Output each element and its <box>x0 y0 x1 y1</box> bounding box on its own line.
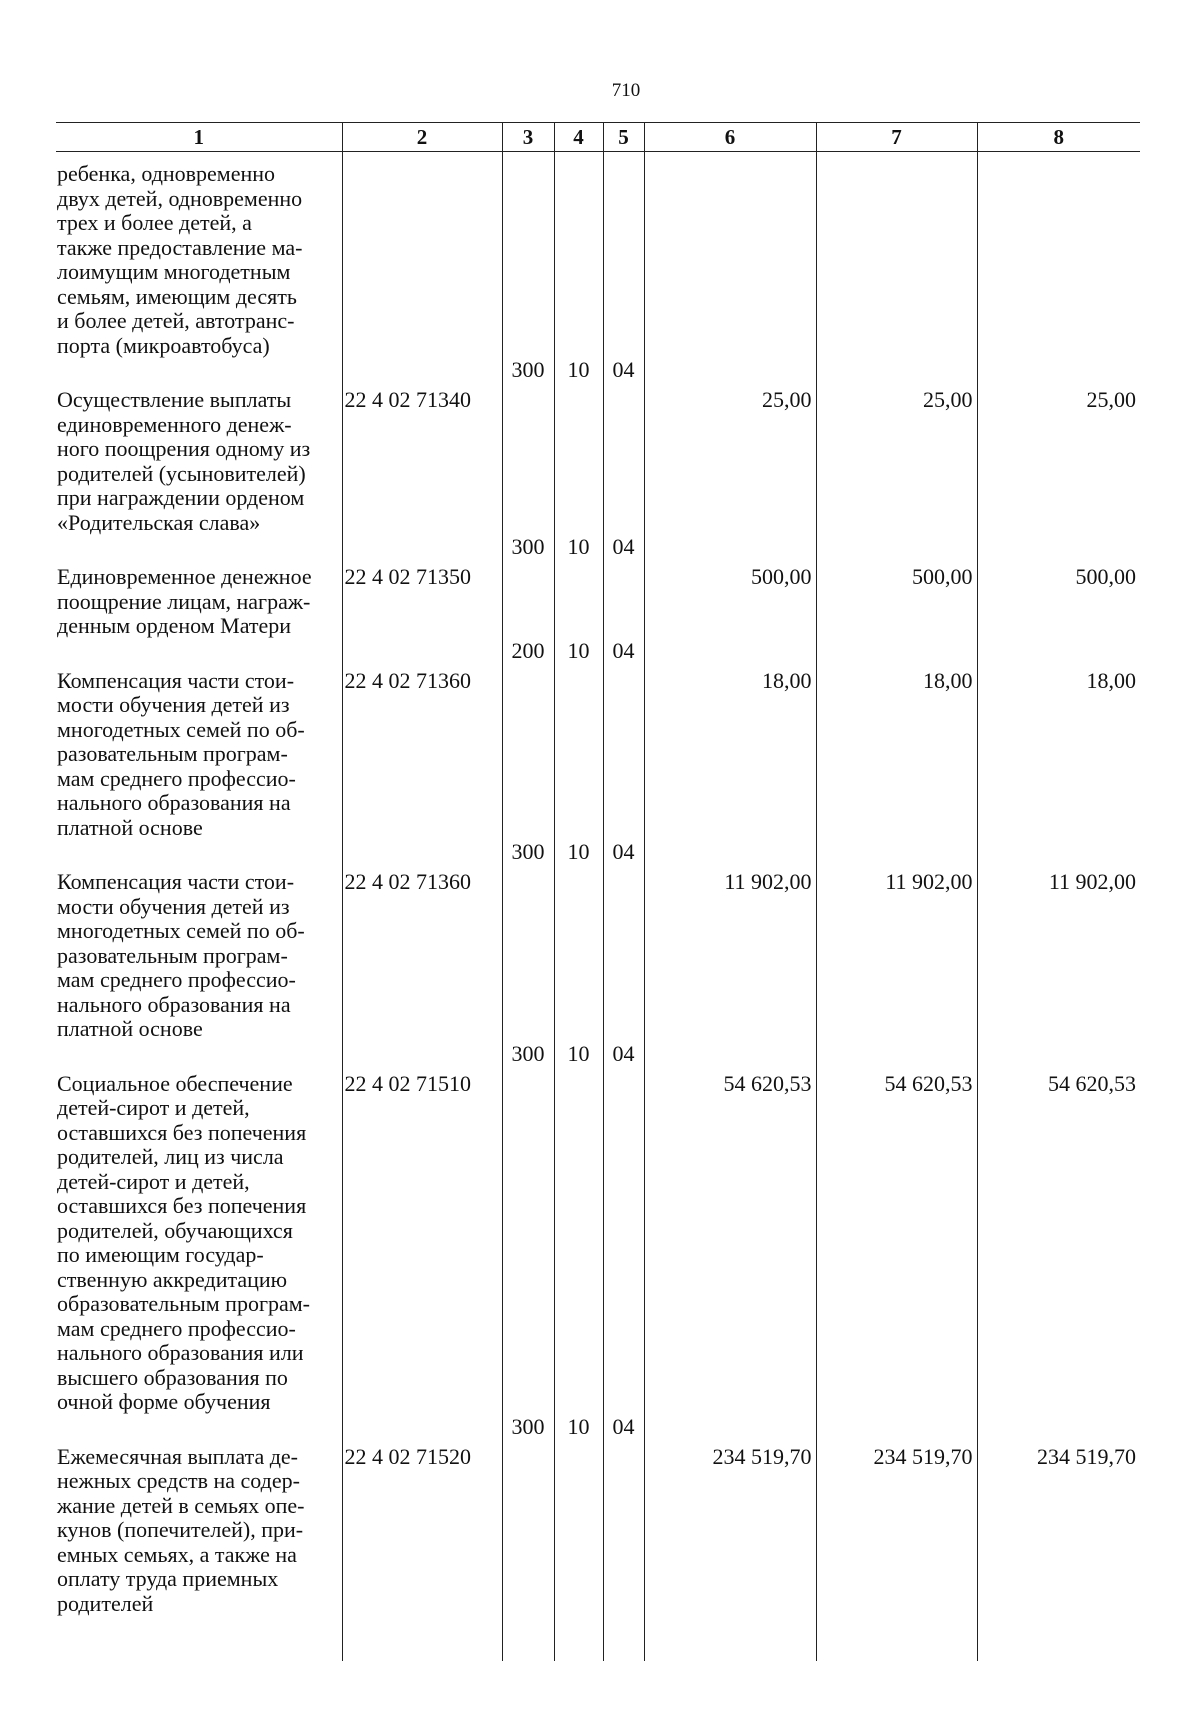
row-name-line: платной основе <box>57 814 203 840</box>
amount-col-6: 234 519,70 <box>644 1415 816 1662</box>
header-cell: 7 <box>816 123 977 152</box>
amount-col-7: 25,00 <box>816 358 977 535</box>
row-name-line: высшего образования по <box>57 1364 288 1390</box>
subsection-code: 04 <box>603 1415 644 1662</box>
row-name-line: нального образования или <box>57 1340 304 1365</box>
subsection-code <box>603 152 644 359</box>
row-name-line: Осуществление выплаты <box>57 387 292 412</box>
row-name-line: кунов (попечителей), при- <box>57 1517 304 1542</box>
section-code: 10 <box>554 535 603 639</box>
header-cell: 4 <box>554 123 603 152</box>
row-name-line: поощрение лицам, награж- <box>57 588 311 614</box>
table-row <box>56 358 1140 535</box>
section-code: 10 <box>554 639 603 841</box>
row-name-line: денным орденом Матери <box>57 613 292 638</box>
subsection-code: 04 <box>603 535 644 639</box>
row-name-line: мости обучения детей из <box>57 893 290 919</box>
row-name-line: емных семьях, а также на <box>57 1541 297 1567</box>
row-name-line: двух детей, одновременно <box>57 185 303 211</box>
section-code: 10 <box>554 1042 603 1415</box>
row-name-line: порта (микроавтобуса) <box>57 332 270 358</box>
subsection-code: 04 <box>603 1042 644 1415</box>
header-cell: 8 <box>977 123 1140 152</box>
budget-code: 22 4 02 71520 <box>342 1415 502 1662</box>
amount-col-8: 54 620,53 <box>977 1042 1140 1415</box>
row-name-line: мам среднего профессио- <box>57 765 296 791</box>
row-name-line: и более детей, автотранс- <box>57 308 295 333</box>
expense-type-code: 300 <box>502 1415 554 1662</box>
row-name <box>56 358 342 535</box>
row-name-line: родителей, обучающихся <box>57 1217 293 1243</box>
budget-code <box>342 152 502 359</box>
row-name-line: мам среднего профессио- <box>57 967 296 992</box>
row-name-line: ного поощрения одному из <box>57 436 311 461</box>
row-name-line: платной основе <box>57 1016 203 1041</box>
subsection-code: 04 <box>603 840 644 1042</box>
header-cell: 2 <box>342 123 502 152</box>
amount-col-6: 54 620,53 <box>644 1042 816 1415</box>
amount-col-7: 500,00 <box>816 535 977 639</box>
row-name-line: очной форме обучения <box>57 1389 271 1414</box>
row-name-line: детей-сирот и детей, <box>57 1168 250 1194</box>
row-name-line: семьям, имеющим десять <box>57 283 297 309</box>
row-name-line: Компенсация части стои- <box>57 869 295 894</box>
amount-col-7: 11 902,00 <box>816 840 977 1042</box>
header-cell: 3 <box>502 123 554 152</box>
amount-col-8: 25,00 <box>977 358 1140 535</box>
row-name-line: единовременного денеж- <box>57 411 292 437</box>
table-body <box>56 152 1140 1662</box>
row-name-line: разовательным програм- <box>57 741 288 766</box>
table-row <box>56 1415 1140 1662</box>
table-row <box>56 1042 1140 1415</box>
expense-type-code: 300 <box>502 840 554 1042</box>
row-name <box>56 1042 342 1415</box>
amount-col-6: 18,00 <box>644 639 816 841</box>
row-name-line: также предоставление ма- <box>57 234 303 260</box>
row-name-line: при награждении орденом <box>57 485 305 510</box>
header-cell: 6 <box>644 123 816 152</box>
row-name <box>56 639 342 841</box>
expense-type-code <box>502 152 554 359</box>
row-name-line: родителей <box>57 1590 154 1616</box>
row-name-line: детей-сирот и детей, <box>57 1095 250 1120</box>
row-name-line: многодетных семей по об- <box>57 918 305 943</box>
row-name-line: Социальное обеспечение <box>57 1070 293 1096</box>
row-name-line: по имеющим государ- <box>57 1242 264 1267</box>
amount-col-6: 25,00 <box>644 358 816 535</box>
row-name-line: оставшихся без попечения <box>57 1119 307 1145</box>
expense-type-code: 300 <box>502 358 554 535</box>
expense-type-code: 300 <box>502 1042 554 1415</box>
row-name-line: нального образования на <box>57 790 291 815</box>
page-number: 710 <box>611 80 641 101</box>
header-cell: 1 <box>56 123 342 152</box>
budget-code: 22 4 02 71350 <box>342 535 502 639</box>
subsection-code: 04 <box>603 358 644 535</box>
row-name-line: мости обучения детей из <box>57 692 290 717</box>
table-row <box>56 152 1140 359</box>
row-name <box>56 152 342 359</box>
row-name-line: «Родительская слава» <box>57 509 261 535</box>
amount-col-8: 234 519,70 <box>977 1415 1140 1662</box>
row-name-line: ребенка, одновременно <box>57 161 276 186</box>
row-name-line: ственную аккредитацию <box>57 1266 288 1292</box>
row-name <box>56 1415 342 1662</box>
row-name-line: родителей (усыновителей) <box>57 460 306 486</box>
row-name-line: жание детей в семьях опе- <box>57 1492 305 1518</box>
row-name-line: нежных средств на содер- <box>57 1468 300 1493</box>
row-name-line: оплату труда приемных <box>57 1566 279 1591</box>
subsection-code: 04 <box>603 639 644 841</box>
section-code <box>554 152 603 359</box>
budget-code: 22 4 02 71510 <box>342 1042 502 1415</box>
amount-col-8: 11 902,00 <box>977 840 1140 1042</box>
budget-code: 22 4 02 71360 <box>342 840 502 1042</box>
section-code: 10 <box>554 1415 603 1662</box>
amount-col-7: 234 519,70 <box>816 1415 977 1662</box>
amount-col-8: 500,00 <box>977 535 1140 639</box>
budget-table <box>56 122 1140 1661</box>
row-name-line: образовательным програм- <box>57 1291 310 1316</box>
header-row <box>56 123 1140 152</box>
expense-type-code: 300 <box>502 535 554 639</box>
header-cell: 5 <box>603 123 644 152</box>
expense-type-code: 200 <box>502 639 554 841</box>
row-name-line: многодетных семей по об- <box>57 716 305 742</box>
table-row <box>56 639 1140 841</box>
row-name-line: трех и более детей, а <box>57 210 252 235</box>
amount-col-6: 11 902,00 <box>644 840 816 1042</box>
row-name-line: мам среднего профессио- <box>57 1315 296 1341</box>
budget-code: 22 4 02 71340 <box>342 358 502 535</box>
table-row <box>56 840 1140 1042</box>
row-name-line: нального образования на <box>57 991 291 1017</box>
section-code: 10 <box>554 840 603 1042</box>
table-row <box>56 535 1140 639</box>
row-name <box>56 840 342 1042</box>
row-name-line: Компенсация части стои- <box>57 667 295 693</box>
row-name-line: Ежемесячная выплата де- <box>57 1443 299 1469</box>
amount-col-7: 54 620,53 <box>816 1042 977 1415</box>
section-code: 10 <box>554 358 603 535</box>
amount-col-8: 18,00 <box>977 639 1140 841</box>
amount-col-6: 500,00 <box>644 535 816 639</box>
row-name-line: оставшихся без попечения <box>57 1193 307 1218</box>
row-name-line: разовательным програм- <box>57 942 288 968</box>
row-name-line: Единовременное денежное <box>57 564 312 589</box>
amount-col-6 <box>644 152 816 359</box>
row-name <box>56 535 342 639</box>
row-name-line: лоимущим многодетным <box>57 259 291 284</box>
budget-code: 22 4 02 71360 <box>342 639 502 841</box>
amount-col-8 <box>977 152 1140 359</box>
amount-col-7: 18,00 <box>816 639 977 841</box>
amount-col-7 <box>816 152 977 359</box>
row-name-line: родителей, лиц из числа <box>57 1144 284 1169</box>
